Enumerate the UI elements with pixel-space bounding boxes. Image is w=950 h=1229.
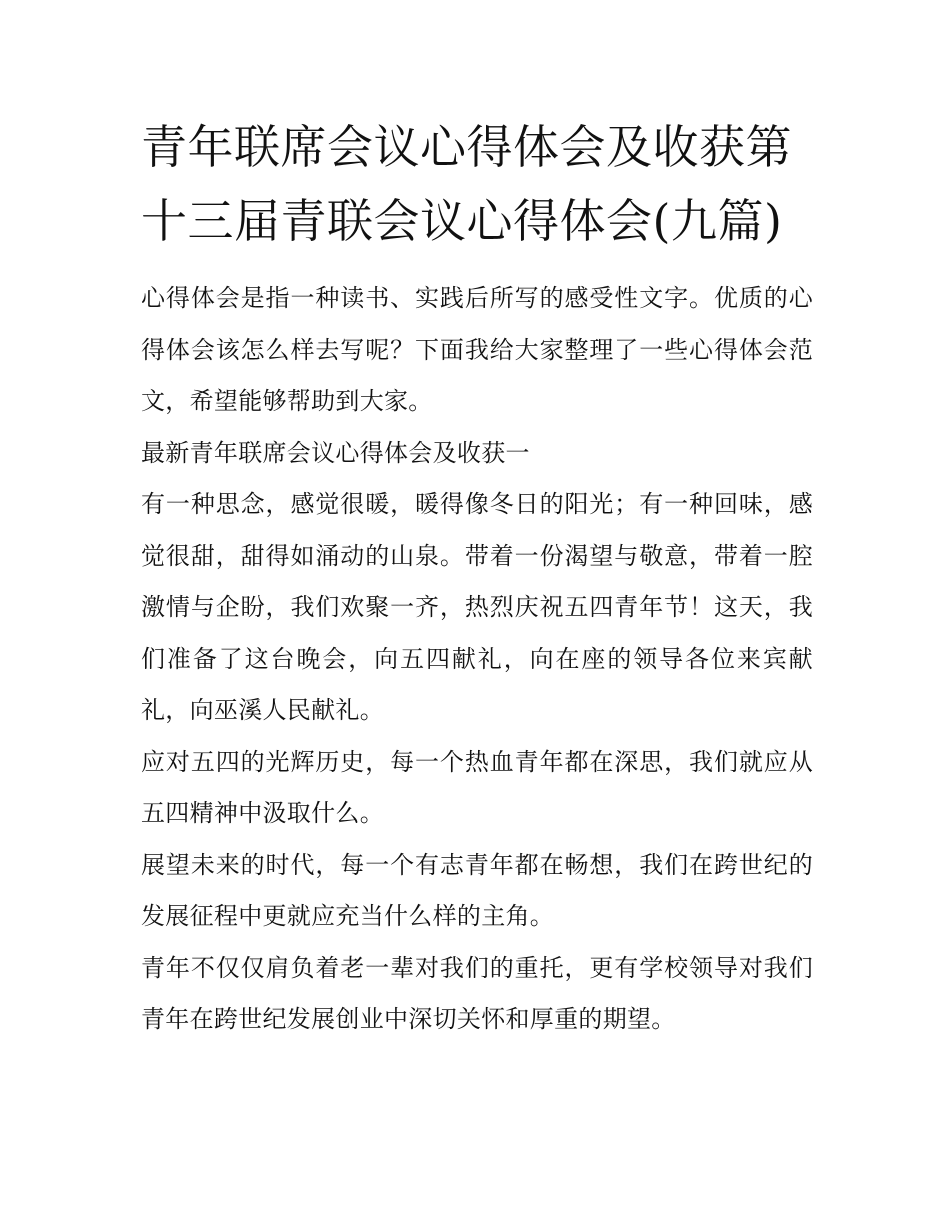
body-paragraph: 应对五四的光辉历史，每一个热血青年都在深思，我们就应从五四精神中汲取什么。 xyxy=(141,747,813,827)
body-paragraph: 展望未来的时代，每一个有志青年都在畅想，我们在跨世纪的发展征程中更就应充当什么样的主角。 xyxy=(141,850,813,930)
intro-paragraph: 心得体会是指一种读书、实践后所写的感受性文字。优质的心得体会该怎么样去写呢？下面我给大家整理了一些心得体会范文，希望能够帮助到大家。 xyxy=(141,284,813,415)
document-content xyxy=(141,110,813,1046)
document-title: 青年联席会议心得体会及收获第十三届青联会议心得体会(九篇) xyxy=(141,120,792,248)
body-paragraph: 有一种思念，感觉很暖，暖得像冬日的阳光；有一种回味，感觉很甜，甜得如涌动的山泉。带着一份渴望与敬意，带着一腔激情与企盼，我们欢聚一齐，热烈庆祝五四青年节！这天，我们准备了这台晚会，向五四献礼，向在座的领导各位来宾献礼，向巫溪人民献礼。 xyxy=(141,490,813,724)
section-heading: 最新青年联席会议心得体会及收获一 xyxy=(141,438,530,467)
body-paragraph: 青年不仅仅肩负着老一辈对我们的重托，更有学校领导对我们青年在跨世纪发展创业中深切关怀和厚重的期望。 xyxy=(141,953,813,1033)
document-body xyxy=(141,273,813,1046)
